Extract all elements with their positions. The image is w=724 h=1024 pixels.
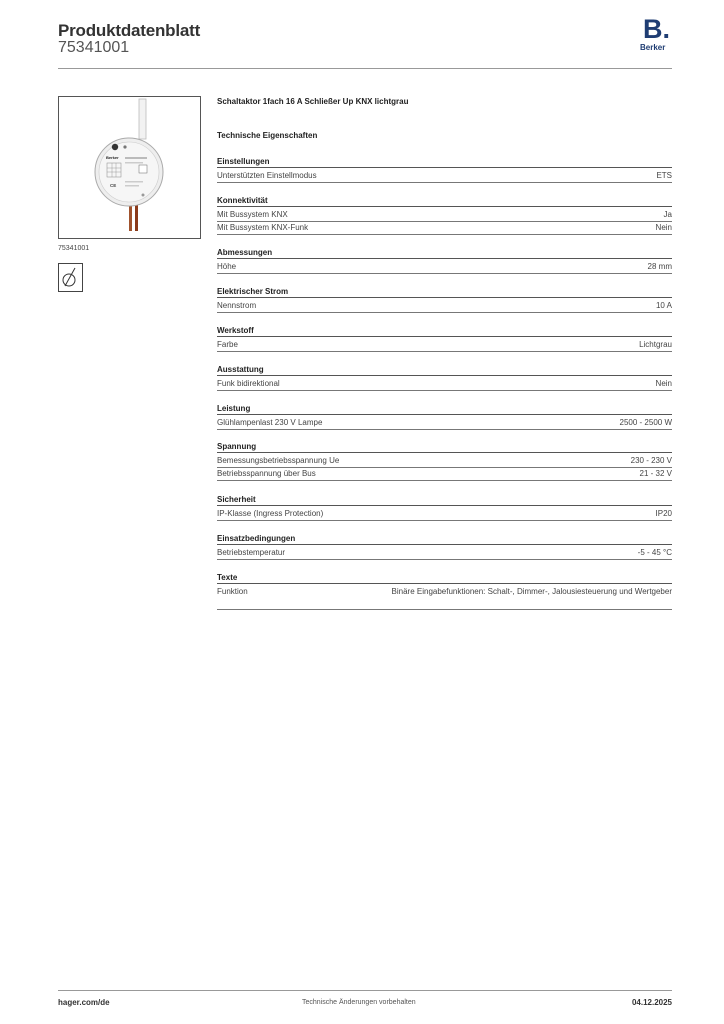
spec-group-title: Einsatzbedingungen bbox=[217, 533, 672, 545]
spec-row bbox=[217, 547, 672, 560]
berker-logo bbox=[638, 16, 672, 54]
section-heading: Technische Eigenschaften bbox=[217, 131, 318, 140]
device-brand-label: Berker bbox=[106, 155, 119, 160]
spec-label: Mit Bussystem KNX bbox=[217, 210, 288, 219]
spec-group-title: Konnektivität bbox=[217, 195, 672, 207]
spec-label: IP-Klasse (Ingress Protection) bbox=[217, 509, 324, 518]
header-divider bbox=[58, 68, 672, 69]
spec-value: Ja bbox=[663, 210, 672, 219]
spec-value: Binäre Eingabefunktionen: Schalt-, Dimmer-, Jalousiesteuerung und Wertgeber bbox=[391, 587, 672, 596]
spec-group-title: Abmessungen bbox=[217, 247, 672, 259]
logo-letter: B. bbox=[643, 14, 670, 44]
spec-label: Farbe bbox=[217, 340, 238, 349]
footer-website[interactable]: hager.com/de bbox=[58, 998, 110, 1007]
spec-label: Mit Bussystem KNX-Funk bbox=[217, 223, 309, 232]
spec-label: Unterstützten Einstellmodus bbox=[217, 171, 317, 180]
spec-label: Betriebstemperatur bbox=[217, 548, 286, 557]
spec-group-title: Sicherheit bbox=[217, 494, 672, 506]
spec-value: 10 A bbox=[655, 301, 672, 310]
product-title: Schaltaktor 1fach 16 A Schließer Up KNX lichtgrau bbox=[217, 97, 409, 106]
footer-divider bbox=[58, 990, 672, 991]
spec-label: Nennstrom bbox=[217, 301, 257, 310]
spec-row bbox=[217, 300, 672, 313]
spec-value: Lichtgrau bbox=[639, 340, 672, 349]
spec-value: 28 mm bbox=[647, 262, 672, 271]
spec-group-title: Einstellungen bbox=[217, 156, 672, 168]
spec-label: Betriebsspannung über Bus bbox=[217, 469, 316, 478]
spec-value: 230 - 230 V bbox=[630, 456, 672, 465]
spec-value: 2500 - 2500 W bbox=[619, 418, 672, 427]
spec-group-title: Spannung bbox=[217, 441, 672, 453]
spec-row bbox=[217, 508, 672, 521]
spec-label: Funk bidirektional bbox=[217, 379, 280, 388]
spec-label: Bemessungsbetriebsspannung Ue bbox=[217, 456, 340, 465]
spec-group-title: Werkstoff bbox=[217, 325, 672, 337]
spec-row bbox=[217, 170, 672, 183]
spec-group-title: Texte bbox=[217, 572, 672, 584]
spec-group-title: Leistung bbox=[217, 403, 672, 415]
device-illustration bbox=[59, 97, 201, 239]
spec-row bbox=[217, 261, 672, 274]
spec-row bbox=[217, 417, 672, 430]
spec-value: 21 - 32 V bbox=[639, 469, 672, 478]
spec-value: ETS bbox=[656, 171, 672, 180]
footer-date: 04.12.2025 bbox=[631, 998, 672, 1007]
spec-label: Höhe bbox=[217, 262, 237, 271]
spec-row bbox=[217, 468, 672, 481]
spec-row bbox=[217, 586, 672, 610]
spec-label: Funktion bbox=[217, 587, 248, 596]
spec-value: Nein bbox=[655, 379, 672, 388]
spec-value: IP20 bbox=[655, 509, 672, 518]
spec-value: -5 - 45 °C bbox=[637, 548, 672, 557]
logo-text: Berker bbox=[640, 43, 666, 52]
device-ce-mark: CE bbox=[110, 183, 117, 188]
page-title: Produktdatenblatt bbox=[58, 21, 201, 40]
switch-symbol-icon bbox=[59, 264, 82, 291]
spec-group-title: Elektrischer Strom bbox=[217, 286, 672, 298]
spec-row bbox=[217, 378, 672, 391]
image-caption: 75341001 bbox=[58, 245, 90, 252]
spec-row bbox=[217, 455, 672, 468]
symbol-box bbox=[58, 263, 83, 292]
product-image bbox=[58, 96, 201, 239]
spec-row bbox=[217, 209, 672, 222]
spec-row bbox=[217, 339, 672, 352]
footer-disclaimer: Technische Änderungen vorbehalten bbox=[302, 999, 416, 1006]
spec-label: Glühlampenlast 230 V Lampe bbox=[217, 418, 323, 427]
spec-row bbox=[217, 222, 672, 235]
spec-group-title: Ausstattung bbox=[217, 364, 672, 376]
spec-value: Nein bbox=[655, 223, 672, 232]
product-number: 75341001 bbox=[58, 39, 130, 56]
